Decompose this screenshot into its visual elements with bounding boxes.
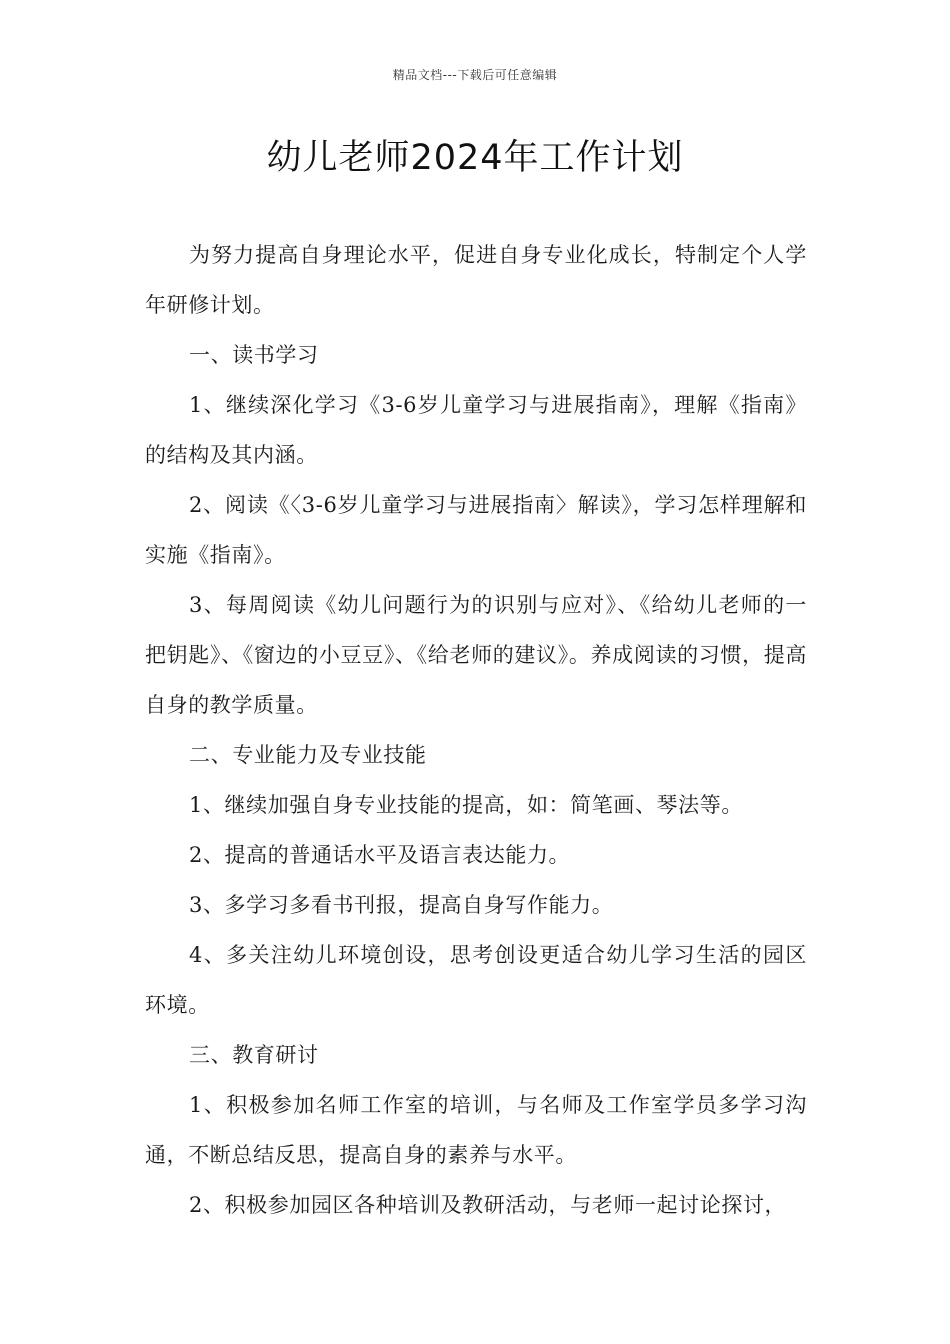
document-title: 幼儿老师2024年工作计划 (266, 138, 684, 178)
paragraph-skills-1: 1、继续加强自身专业技能的提高，如：简笔画、琴法等。 (189, 793, 743, 817)
section-heading-research: 三、教育研讨 (189, 1043, 319, 1067)
paragraph-research-1: 1、积极参加名师工作室的培训，与名师及工作室学员多学习沟通，不断总结反思，提高自身的素养与水平。 (145, 1093, 807, 1167)
paragraph-intro: 为努力提高自身理论水平，促进自身专业化成长，特制定个人学年研修计划。 (145, 243, 807, 317)
paragraph-skills-3: 3、多学习多看书刊报，提高自身写作能力。 (189, 893, 614, 917)
document-body (145, 230, 807, 1230)
paragraph-skills-4: 4、多关注幼儿环境创设，思考创设更适合幼儿学习生活的园区环境。 (145, 943, 807, 1017)
paragraph-skills-2: 2、提高的普通话水平及语言表达能力。 (189, 843, 571, 867)
header-note: 精品文档---下载后可任意编辑 (392, 68, 558, 82)
section-heading-reading: 一、读书学习 (189, 343, 319, 367)
paragraph-research-2: 2、积极参加园区各种培训及教研活动，与老师一起讨论探讨， (189, 1193, 787, 1217)
paragraph-reading-1: 1、继续深化学习《3-6岁儿童学习与进展指南》，理解《指南》的结构及其内涵。 (145, 393, 807, 467)
paragraph-reading-3: 3、每周阅读《幼儿问题行为的识别与应对》、《给幼儿老师的一把钥匙》、《窗边的小豆豆》、《给老师的建议》。养成阅读的习惯，提高自身的教学质量。 (145, 593, 807, 717)
section-heading-skills: 二、专业能力及专业技能 (189, 743, 427, 767)
paragraph-reading-2: 2、阅读《〈3-6岁儿童学习与进展指南〉解读》，学习怎样理解和实施《指南》。 (145, 493, 807, 567)
